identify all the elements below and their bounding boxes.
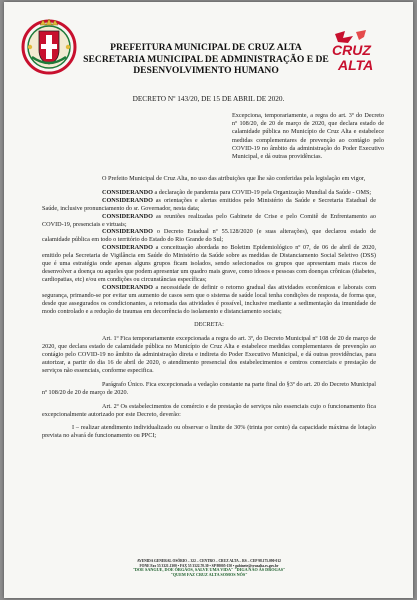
- header-line-2: SECRETARIA MUNICIPAL DE ADMINISTRAÇÃO E DE: [83, 53, 329, 65]
- document-page: [4, 2, 413, 598]
- header-line-3: DESENVOLVIMENTO HUMANO: [133, 65, 279, 76]
- considerando-2: [42, 197, 376, 213]
- decreta-heading: DECRETA:: [194, 321, 224, 329]
- header-line-1: PREFEITURA MUNICIPAL DE CRUZ ALTA: [110, 42, 302, 53]
- logo-word-alta: ALTA: [338, 57, 374, 73]
- inciso-1: I – realizar atendimento individualizado ou observar o limite de 30% (trinta por cento) da capacidade máxima de lotação prevista no alvará de funcionamento ou PPCI;: [42, 424, 376, 440]
- considerando-3: [42, 213, 376, 229]
- footer-slogan: "DOE SANGUE, DOE ÓRGÃOS, SALVE UMA VIDA" "DIGA NÃO ÀS DROGAS": [132, 567, 286, 573]
- considerando-1: [42, 189, 376, 197]
- considerando-text: a declaração de pandemia para COVID-19 pela Organização Mundial da Saúde - OMS;: [152, 188, 372, 196]
- considerando-label: CONSIDERANDO: [102, 196, 153, 204]
- decree-body: [42, 175, 376, 440]
- decree-title: DECRETO Nº 143/20, DE 15 DE ABRIL DE 2020.: [132, 94, 285, 103]
- considerando-text: as reuniões realizadas pelo Gabinete de Crise e pelo Comitê de Enfrentamento ao COVID-19, presenciais e virtuais;: [42, 212, 376, 228]
- considerandos-list: [42, 189, 376, 316]
- paragrafo-unico: Parágrafo Único. Fica excepcionada a vedação constante na parte final do §3º do art. 20 do Decreto Municipal nº 108/20 de 20 de março de 2020.: [42, 380, 376, 396]
- logo-word-cruz: CRUZ: [332, 42, 371, 58]
- considerando-label: CONSIDERANDO: [102, 244, 153, 252]
- considerando-text: a necessidade de definir o retorno gradual das atividades econômicas e laborais com segurança, primando-se por evitar um aumento de casos sem que o sistema de saúde local tenha condições de resposta, de forma que, desde que assegurados os condicionantes, a retomada das atividades é possível, inclusive mediante a sedimentação da imunidade de modo controlado e a redução de traumas em decorrência do isolamento e distanciamento sociais;: [42, 283, 376, 315]
- document-footer: [64, 559, 354, 577]
- considerando-text: o Decreto Estadual nº 55.128/2020 (e suas alterações), que declarou estado de calamidade pública em todo o território do Estado do Rio Grande do Sul;: [42, 228, 376, 244]
- article-2: Art. 2º Os estabelecimentos de comércio e de prestação de serviços não essenciais cujo o funcionamento fica excepcionalmente autorizado por este Decreto, deverão:: [42, 402, 376, 418]
- decree-summary: Excepciona, temporariamente, a regra do art. 3º do Decreto nº 108/20, de 20 de março de 2020, que declara estado de calamidade pública no Município de Cruz Alta e estabelece medidas complementares de prevenção ao contágio pelo COVID-19 no âmbito da administração do Poder Executivo Municipal, e dá outras providências.: [232, 112, 384, 161]
- preamble: O Prefeito Municipal de Cruz Alta, no uso das atribuições que lhe são conferidas pela legislação em vigor,: [102, 175, 366, 182]
- considerando-text: a conceituação abordada no Boletim Epidemiológico nº 07, de 06 de abril de 2020, emitido pela Secretaria de Vigilância em Saúde do Ministério da Saúde sobre as medidas de Distanciamento Social Seletivo (DSS) que é uma estratégia onde apenas alguns grupos ficam isolados, sendo selecionados os grupos que apresentam mais riscos de desenvolver a doença ou aqueles que podem apresentar um quadro mais grave, como idosos e pessoas com doenças crônicas (diabetes, cardiopatias, etc) e/ou em condições ou circunstâncias específicas;: [42, 244, 376, 283]
- footer-contact: FONE Fax 55 3321.1300 • FAX 55 3322.70.30 • SP 98005-150 • gabinete@cruzalta.rs.gov.br: [139, 563, 279, 568]
- document-header: [76, 42, 336, 77]
- considerando-label: CONSIDERANDO: [102, 283, 153, 291]
- considerando-label: CONSIDERANDO: [102, 212, 153, 220]
- footer-address: AVENIDA GENERAL OSÓRIO – 322 – CENTRO – CRUZ ALTA – RS – CEP 98.175.090-012: [137, 559, 281, 563]
- considerando-text: as orientações e alertas emitidos pelo Ministério da Saúde e Secretaria Estadual de Saúde, inclusive pronunciamento do sr. Governador, nesta data;: [42, 196, 376, 212]
- municipal-coat-of-arms-icon: [20, 17, 78, 75]
- cruz-alta-logo-icon: [328, 28, 380, 76]
- footer-slogan-2: "QUEM FAZ CRUZ ALTA SOMOS NÓS": [170, 571, 248, 577]
- article-1: Art. 1º Fica temporariamente excepcionada a regra do art. 3º, do Decreto Municipal nº 108 de 20 de março de 2020, que declara estado de calamidade pública no Município de Cruz Alta e estabelece medidas complementares de prevenção ao contágio pelo COVID-19 no âmbito da administração direta e indireta do Poder Executivo Municipal, e dá outras providências, para autorizar, a partir do dia 16 de abril de 2020, o atendimento presencial dos estabelecimentos e centros comerciais e prestação de serviços não essenciais, conforme especifica.: [42, 335, 376, 374]
- considerando-6: [42, 284, 376, 316]
- considerando-label: CONSIDERANDO: [102, 228, 153, 236]
- considerando-label: CONSIDERANDO: [102, 188, 153, 196]
- considerando-5: [42, 244, 376, 284]
- considerando-4: [42, 228, 376, 244]
